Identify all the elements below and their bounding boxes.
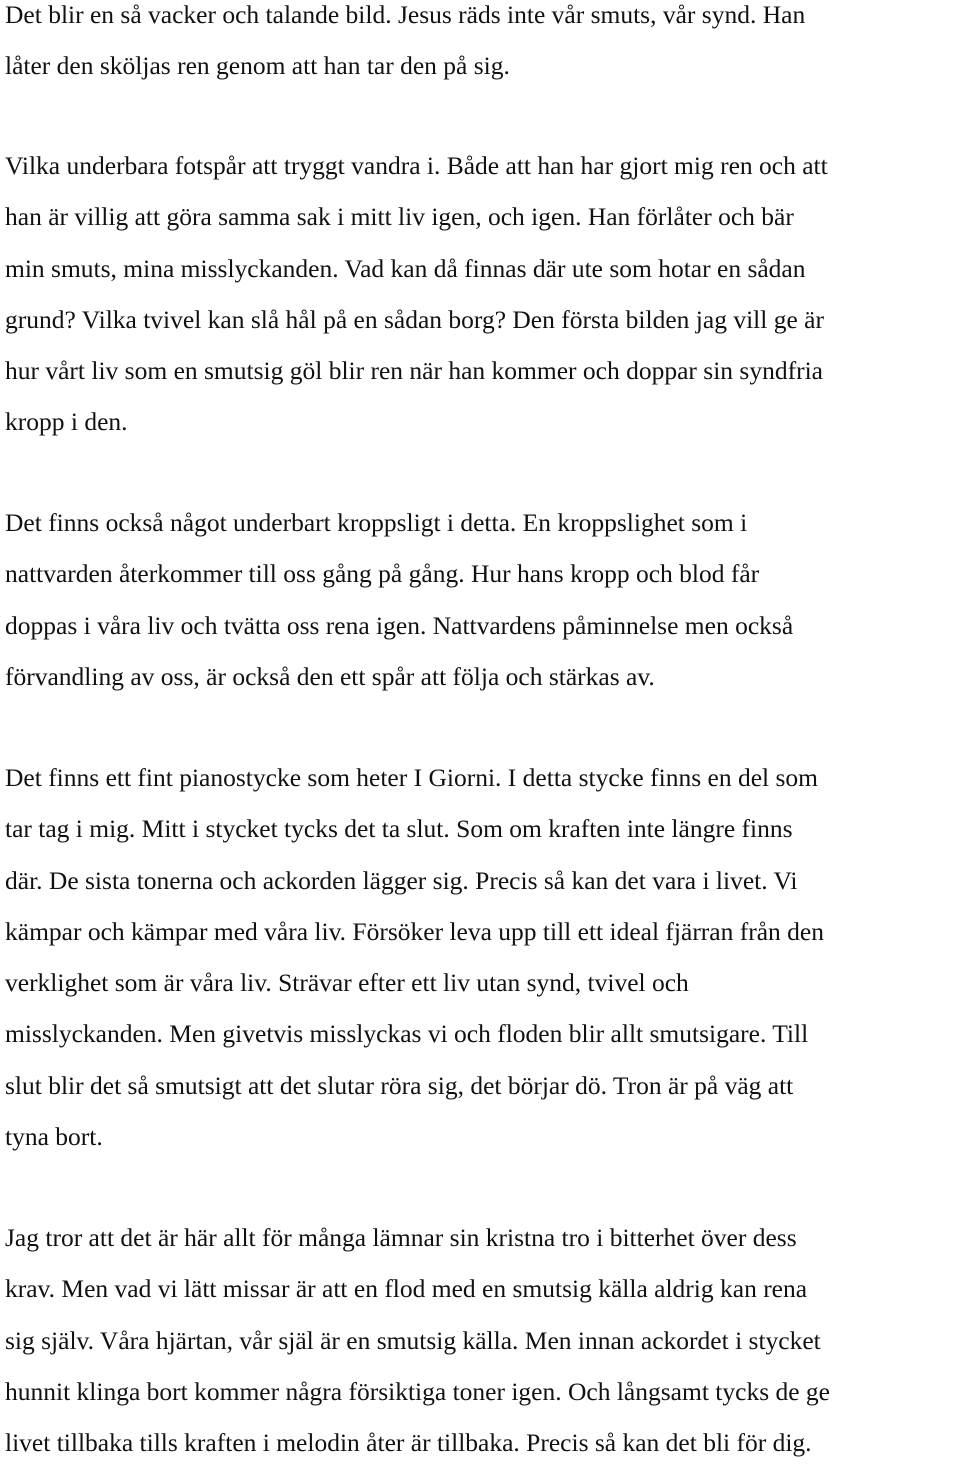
text-line: sig själv. Våra hjärtan, vår själ är en smutsig källa. Men innan ackordet i stycket bbox=[5, 1325, 821, 1355]
paragraph-5 bbox=[5, 1212, 960, 1468]
text-line: livet tillbaka tills kraften i melodin åter är tillbaka. Precis så kan det bli för dig. bbox=[5, 1428, 812, 1458]
text-line: doppas i våra liv och tvätta oss rena igen. Nattvardens påminnelse men också bbox=[5, 610, 794, 640]
text-line: tar tag i mig. Mitt i stycket tycks det ta slut. Som om kraften inte längre finns bbox=[5, 814, 793, 844]
text-line: hunnit klinga bort kommer några försiktiga toner igen. Och långsamt tycks de ge bbox=[5, 1376, 831, 1406]
text-line: kropp i den. bbox=[5, 407, 128, 437]
text-line: slut blir det så smutsigt att det slutar röra sig, det börjar dö. Tron är på väg att bbox=[5, 1070, 794, 1100]
paragraph-1 bbox=[5, 0, 960, 92]
text-line: där. De sista tonerna och ackorden lägger sig. Precis så kan det vara i livet. Vi bbox=[5, 865, 798, 895]
text-line: låter den sköljas ren genom att han tar den på sig. bbox=[5, 51, 510, 81]
paragraph-4 bbox=[5, 752, 960, 1162]
text-line: nattvarden återkommer till oss gång på gång. Hur hans kropp och blod får bbox=[5, 559, 760, 589]
text-line: Vilka underbara fotspår att tryggt vandra i. Både att han har gjort mig ren och att bbox=[5, 151, 828, 180]
text-line: hur vårt liv som en smutsig göl blir ren när han kommer och doppar sin syndfria bbox=[5, 356, 823, 386]
text-line: misslyckanden. Men givetvis misslyckas vi och floden blir allt smutsigare. Till bbox=[5, 1019, 809, 1049]
text-line: förvandling av oss, är också den ett spår att följa och stärkas av. bbox=[5, 661, 655, 691]
text-line: min smuts, mina misslyckanden. Vad kan då finnas där ute som hotar en sådan bbox=[5, 253, 806, 283]
text-line: verklighet som är våra liv. Strävar efter ett liv utan synd, tvivel och bbox=[5, 968, 689, 998]
text-line: Jag tror att det är här allt för många lämnar sin kristna tro i bitterhet över dess bbox=[5, 1223, 797, 1252]
text-line: Det finns också något underbart kroppsligt i detta. En kroppslighet som i bbox=[5, 508, 748, 537]
text-line: kämpar och kämpar med våra liv. Försöker leva upp till ett ideal fjärran från den bbox=[5, 916, 824, 946]
text-line: Det blir en så vacker och talande bild. Jesus räds inte vår smuts, vår synd. Han bbox=[5, 0, 806, 29]
paragraph-3 bbox=[5, 497, 960, 702]
text-line: tyna bort. bbox=[5, 1122, 103, 1152]
text-line: han är villig att göra samma sak i mitt liv igen, och igen. Han förlåter och bär bbox=[5, 202, 794, 232]
text-line: Det finns ett fint pianostycke som heter I Giorni. I detta stycke finns en del som bbox=[5, 763, 818, 792]
text-line: krav. Men vad vi lätt missar är att en flod med en smutsig källa aldrig kan rena bbox=[5, 1274, 808, 1304]
text-line: grund? Vilka tvivel kan slå hål på en sådan borg? Den första bilden jag vill ge är bbox=[5, 304, 824, 334]
paragraph-2 bbox=[5, 140, 960, 448]
